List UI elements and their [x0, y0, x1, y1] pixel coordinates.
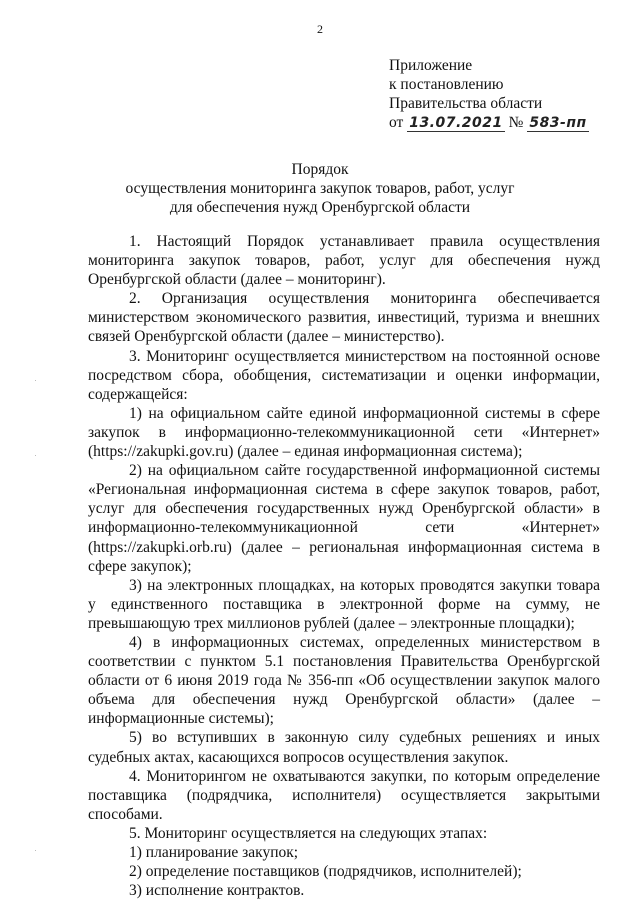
- paragraph-5-item-3: 3) исполнение контрактов.: [129, 882, 305, 900]
- paragraph-3-item-2: 2) на официальном сайте государственной информационной системы «Региональная информационная система в сфере закупок товаров, работ, услуг для обеспечения государственных нужд Оренбургской области» в информационно-телекоммуникационной сети «Интернет» (https://zakupki.orb.ru) (далее – региональная информационная система в сфере закупок);: [88, 462, 600, 575]
- margin-mark: [35, 455, 36, 456]
- paragraph-2: 2. Организация осуществления мониторинга обеспечивается министерством экономического развития, инвестиций, туризма и внешних связей Оренбургской области (далее – министерство).: [88, 290, 600, 346]
- document-body: [88, 232, 600, 900]
- margin-mark: [35, 380, 36, 381]
- handwritten-date: 13.07.2021: [409, 115, 503, 131]
- title-line-2: осуществления мониторинга закупок товаров, работ, услуг: [125, 180, 515, 197]
- number-label: №: [508, 114, 524, 131]
- paragraph-3-item-5: 5) во вступивших в законную силу судебных решениях и иных судебных актах, касающихся вопросов осуществления закупок.: [88, 729, 600, 766]
- paragraph-1: 1. Настоящий Порядок устанавливает правила осуществления мониторинга закупок товаров, работ, услуг для обеспечения нужд Оренбургской области (далее – мониторинг).: [88, 233, 600, 289]
- handwritten-number: 583-пп: [529, 115, 587, 131]
- paragraph-5-item-1: 1) планирование закупок;: [129, 844, 299, 861]
- paragraph-3: 3. Мониторинг осуществляется министерством на постоянной основе посредством сбора, обобщения, систематизации и оценки информации, содержащейся:: [88, 347, 600, 403]
- paragraph-5-item-2: 2) определение поставщиков (подрядчиков, исполнителей);: [129, 863, 522, 881]
- document-title: [0, 160, 640, 217]
- margin-mark: [35, 850, 36, 851]
- appendix-header: [389, 56, 589, 133]
- paragraph-3-item-4: 4) в информационных системах, определенных министерством в соответствии с пунктом 5.1 постановления Правительства Оренбургской области от 6 июня 2019 года № 356-пп «Об осуществлении закупок малого объема для обеспечения нужд Оренбургской области» (далее – информационные системы);: [88, 633, 600, 728]
- appendix-line-1: Приложение: [389, 57, 473, 74]
- appendix-line-3: Правительства области: [389, 95, 543, 112]
- from-label: от: [389, 114, 404, 131]
- paragraph-5: 5. Мониторинг осуществляется на следующих этапах:: [129, 824, 488, 842]
- paragraph-3-item-3: 3) на электронных площадках, на которых проводятся закупки товара у единственного поставщика в электронной форме на сумму, не превышающую трех миллионов рублей (далее – электронные площадки);: [88, 576, 600, 632]
- paragraph-4: 4. Мониторингом не охватываются закупки, по которым определение поставщика (подрядчика, исполнителя) осуществляется закрытыми способами.: [88, 767, 600, 823]
- title-line-3: для обеспечения нужд Оренбургской области: [169, 199, 471, 216]
- appendix-date-line: [389, 113, 589, 133]
- title-line-1: Порядок: [291, 161, 349, 178]
- paragraph-3-item-1: 1) на официальном сайте единой информационной системы в сфере закупок в информационно-телекоммуникационной сети «Интернет» (https://zakupki.gov.ru) (далее – единая информационная система);: [88, 404, 600, 461]
- appendix-line-2: к постановлению: [389, 76, 504, 93]
- page-number: 2: [317, 22, 323, 36]
